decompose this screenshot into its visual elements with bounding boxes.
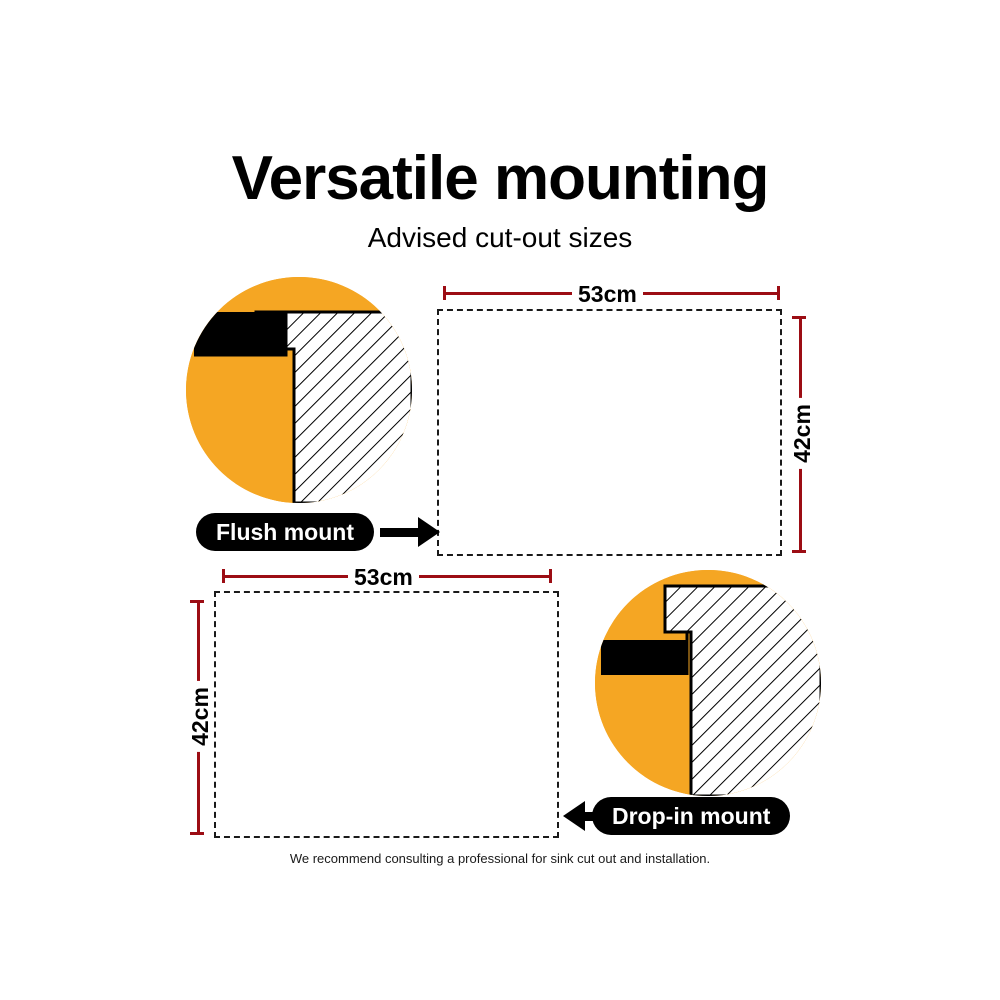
dimension-label-width-dropin: 53cm	[348, 564, 419, 591]
dimension-cap-bottom-dropin	[190, 832, 204, 835]
detail-circle-dropin-mount	[595, 570, 821, 796]
dimension-label-width-flush: 53cm	[572, 281, 643, 308]
callout-arrow-stem-dropin	[585, 812, 607, 821]
callout-flush-mount: Flush mount	[196, 513, 374, 551]
dimension-cap-left-dropin	[222, 569, 225, 583]
callout-arrow-dropin	[563, 801, 585, 831]
dimension-cap-top-flush	[792, 316, 806, 319]
dimension-cap-bottom-flush	[792, 550, 806, 553]
dimension-cap-right-flush	[777, 286, 780, 300]
page-subtitle: Advised cut-out sizes	[367, 222, 633, 253]
dimension-label-height-flush: 42cm	[789, 398, 816, 469]
dimension-label-height-dropin: 42cm	[187, 681, 214, 752]
dimension-cap-right-dropin	[549, 569, 552, 583]
callout-arrow-stem-flush	[380, 528, 420, 537]
dimension-cap-left-flush	[443, 286, 446, 300]
cutout-rectangle-flush	[437, 309, 782, 556]
page-title: Versatile mounting	[231, 144, 769, 213]
dimension-cap-top-dropin	[190, 600, 204, 603]
callout-dropin-mount: Drop-in mount	[592, 797, 790, 835]
callout-arrow-flush	[418, 517, 440, 547]
footnote-text: We recommend consulting a professional for sink cut out and installation.	[289, 851, 711, 866]
cutout-rectangle-dropin	[214, 591, 559, 838]
detail-circle-flush-mount	[186, 277, 412, 503]
